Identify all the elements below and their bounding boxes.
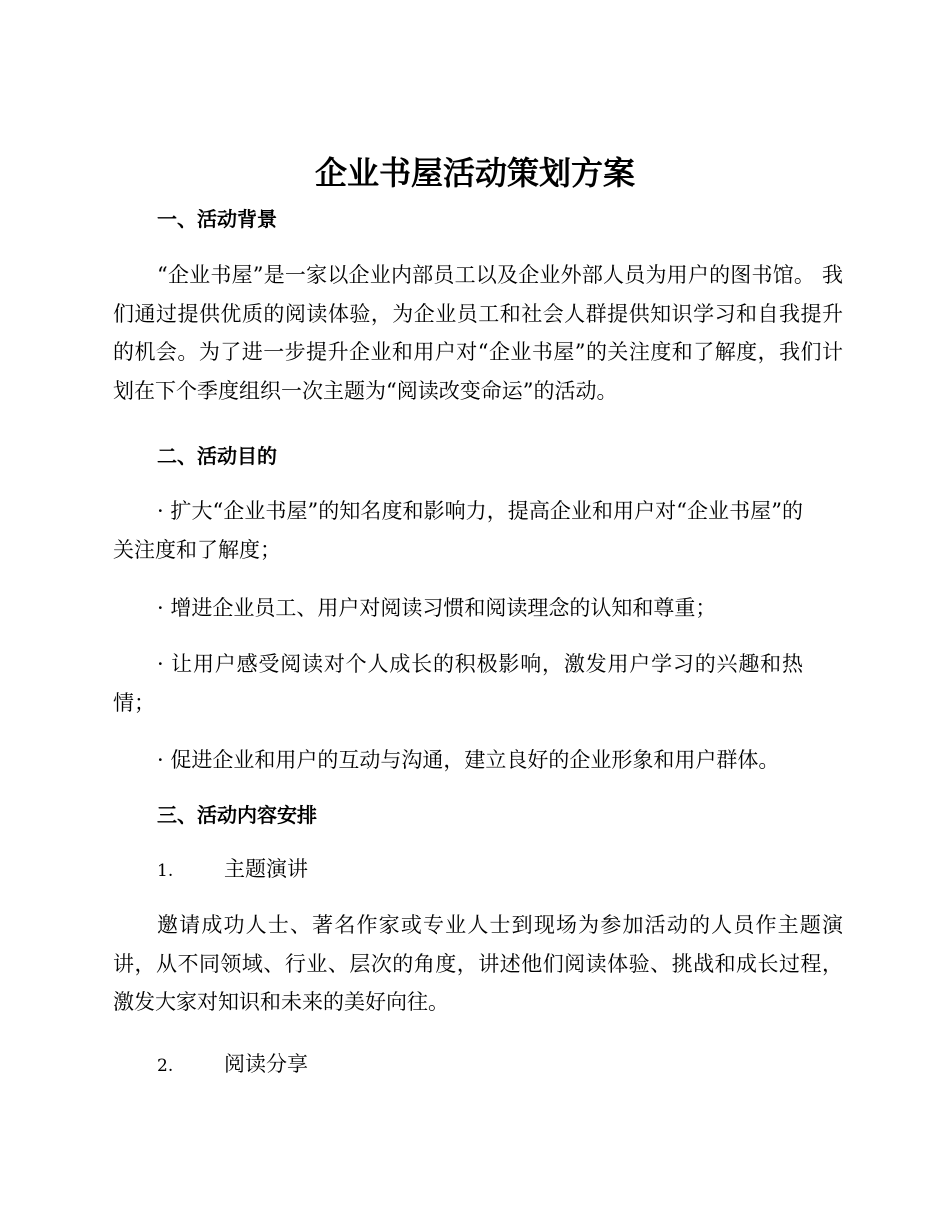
content-item-1-label: 主题演讲	[224, 857, 308, 881]
background-paragraph: “企业书屋”是一家以企业内部员工以及企业外部人员为用户的图书馆。 我们通过提供优质的阅读体验，为企业员工和社会人群提供知识学习和自我提升的机会。为了进一步提升企业和用户对“企业书屋”的关注度和了解度，我们计划在下个季度组织一次主题为“阅读改变命运”的活动。	[113, 263, 843, 403]
content-item-1-number: 1.	[157, 861, 174, 881]
content-item-1	[157, 853, 308, 887]
content-item-2-label: 阅读分享	[224, 1052, 308, 1076]
content-item-2	[157, 1048, 308, 1082]
purpose-bullet-3: · 让用户感受阅读对个人成长的积极影响，激发用户学习的兴趣和热情；	[113, 652, 803, 715]
document-title: 企业书屋活动策划方案	[314, 154, 635, 192]
purpose-bullet-2: · 增进企业员工、用户对阅读习惯和阅读理念的认知和尊重；	[157, 596, 717, 620]
section-heading-purpose: 二、活动目的	[157, 444, 277, 468]
purpose-bullet-1: · 扩大“企业书屋”的知名度和影响力，提高企业和用户对“企业书屋”的关注度和了解度；	[113, 499, 803, 562]
section-heading-background: 一、活动背景	[157, 207, 277, 231]
section-heading-content: 三、活动内容安排	[157, 803, 317, 827]
content-item-2-number: 2.	[157, 1056, 174, 1076]
purpose-bullet-4: · 促进企业和用户的互动与沟通，建立良好的企业形象和用户群体。	[157, 748, 780, 772]
content-item-1-paragraph: 邀请成功人士、著名作家或专业人士到现场为参加活动的人员作主题演讲，从不同领域、行业、层次的角度，讲述他们阅读体验、挑战和成长过程，激发大家对知识和未来的美好向往。	[113, 913, 843, 1014]
